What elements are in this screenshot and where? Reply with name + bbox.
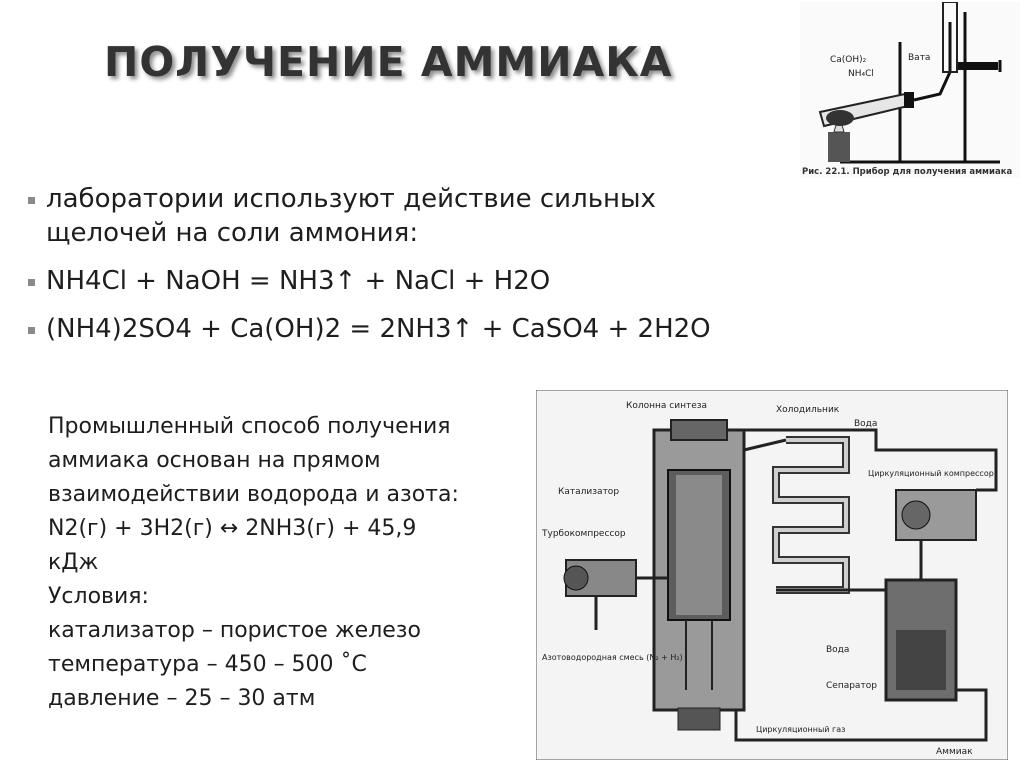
label-water-in: Вода xyxy=(826,645,850,655)
label-separator: Сепаратор xyxy=(826,681,877,691)
bullet-text: (NH4)2SO4 + Ca(OH)2 = 2NH3↑ + CaSO4 + 2H2O xyxy=(46,314,711,344)
bullet-item xyxy=(28,312,768,346)
lab-apparatus-figure xyxy=(800,2,1020,178)
text-line: Промышленный способ получения xyxy=(48,414,451,439)
bullet-marker xyxy=(28,197,35,204)
condition-pressure: давление – 25 – 30 атм xyxy=(48,686,316,711)
label-reagents-2: NH₄Cl xyxy=(848,69,874,79)
bullet-list xyxy=(28,182,768,360)
label-circulation-compressor: Циркуляционный компрессор xyxy=(868,469,994,478)
label-compressor: Турбокомпрессор xyxy=(542,529,626,539)
label-ammonia: Аммиак xyxy=(936,747,973,757)
text-line: взаимодействии водорода и азота: xyxy=(48,482,459,507)
bullet-item xyxy=(28,182,768,250)
label-catalyst: Катализатор xyxy=(558,487,620,497)
industrial-method-text xyxy=(48,410,518,716)
ammonia-plant-figure xyxy=(536,390,1008,760)
slide-title: ПОЛУЧЕНИЕ АММИАКА xyxy=(104,38,673,86)
label-circulation-gas: Циркуляционный газ xyxy=(756,725,846,734)
label-reagents: Ca(OH)₂ xyxy=(830,55,867,65)
reaction-equation: N2(г) + 3H2(г) ↔ 2NH3(г) + 45,9 xyxy=(48,516,417,541)
label-water-out: Вода xyxy=(854,419,878,429)
bullet-marker xyxy=(28,327,35,334)
conditions-heading: Условия: xyxy=(48,584,149,609)
condition-catalyst: катализатор – пористое железо xyxy=(48,618,421,643)
text-line: аммиака основан на прямом xyxy=(48,448,381,473)
condition-temperature: температура – 450 – 500 ˚С xyxy=(48,652,367,677)
label-cotton: Вата xyxy=(908,53,931,63)
label-gas-mixture: Азотоводородная смесь (N₂ + H₂) xyxy=(542,653,683,662)
bullet-item xyxy=(28,264,768,298)
bullet-text: лаборатории используют действие сильных щелочей на соли аммония: xyxy=(46,184,656,248)
text-line: кДж xyxy=(48,550,99,575)
label-cooler: Холодильник xyxy=(776,405,840,415)
label-synthesis-column: Колонна синтеза xyxy=(626,401,708,411)
bullet-text: NH4Cl + NaOH = NH3↑ + NaCl + H2O xyxy=(46,266,551,296)
bullet-marker xyxy=(28,279,35,286)
figure-caption: Рис. 22.1. Прибор для получения аммиака xyxy=(802,167,1013,177)
